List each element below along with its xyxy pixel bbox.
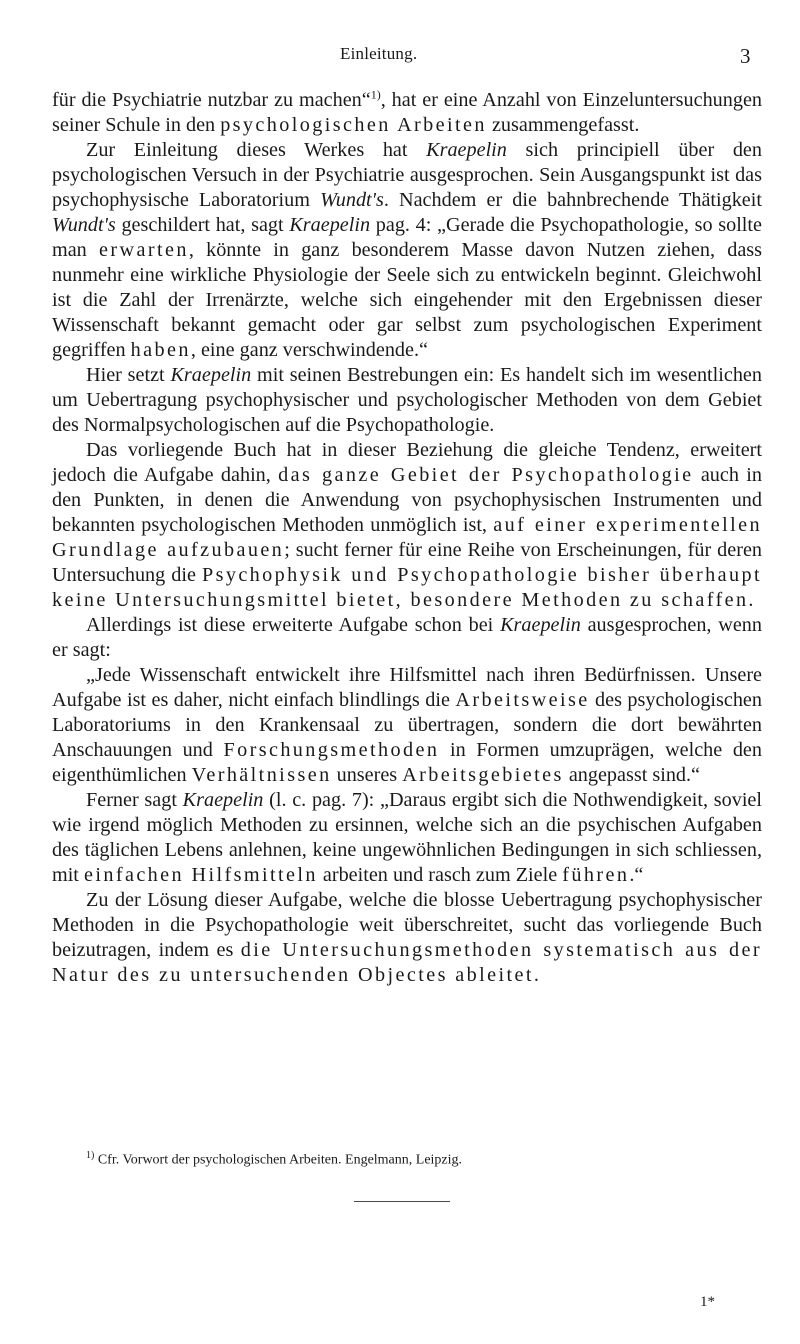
- text-run: auch in den Punkten, in denen die Anwendung von psychophysischen Instrumenten und bekannten psychologischen Methoden unmöglich ist,: [52, 464, 762, 536]
- paragraph-7: [52, 788, 762, 888]
- text-run: angepasst sind.“: [563, 764, 701, 786]
- text-run: arbeiten und rasch zum Ziele: [317, 864, 563, 886]
- text-run: , könnte in ganz besonderem Masse davon Nutzen ziehen, dass nunmehr eine wirkliche Physiologie der Seele sich zu entwickeln beginnt. Gleichwohl ist die Zahl der Irrenärzte, welche sich eingehender mit den Ergebnissen dieser Wissenschaft bekannt gemacht oder gar selbst zum psychologischen Experiment gegriffen: [52, 239, 762, 361]
- text-run: geschildert hat, sagt: [115, 214, 290, 236]
- text-run: .: [533, 964, 539, 986]
- emphasis-spaced: auf einer experimentellen Grundlage aufzubauen: [52, 514, 762, 561]
- text-run: Das vorliegende Buch hat in dieser Beziehung die gleiche Tendenz, erweitert jedoch die Aufgabe dahin,: [52, 439, 762, 486]
- section-divider: [354, 1201, 450, 1202]
- emphasis-spaced: einfachen Hilfsmitteln: [83, 864, 318, 886]
- author-name: Kraepelin: [500, 614, 581, 636]
- author-name: Wundt's: [52, 214, 116, 236]
- paragraph-4: [52, 438, 762, 613]
- paragraph-8: [52, 888, 762, 988]
- text-run: „Jede Wissenschaft entwickelt ihre Hilfsmittel nach ihren Bedürfnissen. Unsere Aufgabe ist es daher, nicht einfach blindlings die: [52, 664, 762, 711]
- text-run: sich principiell über den psychologischen Versuch in der Psychiatrie ausgesprochen. Sein Ausgangspunkt ist das psychophysische Laboratorium: [52, 139, 762, 211]
- emphasis-spaced: Arbeitsgebietes: [402, 764, 564, 786]
- author-name: Kraepelin: [289, 214, 371, 236]
- running-head: Einleitung.: [340, 44, 418, 63]
- emphasis-spaced: die Untersuchungsmethoden systematisch aus der Natur des zu untersuchenden Objectes ableitet: [52, 939, 762, 986]
- footnote: [86, 1150, 462, 1169]
- text-run: unseres: [331, 764, 403, 786]
- text-run: Zur Einleitung dieses Werkes hat: [86, 139, 427, 161]
- footnote-text: Cfr. Vorwort der psychologischen Arbeiten. Engelmann, Leipzig.: [94, 1152, 463, 1168]
- emphasis-spaced: psychologischen Arbeiten: [220, 114, 487, 136]
- emphasis-spaced: Psychophysik und Psychopathologie bisher überhaupt keine Untersuchungsmittel bietet, besondere Methoden zu schaffen.: [52, 564, 762, 611]
- text-run: Allerdings ist diese erweiterte Aufgabe schon bei: [86, 614, 501, 636]
- text-run: ; sucht ferner für eine Reihe von Erscheinungen, für deren Untersuchung die: [52, 539, 762, 586]
- text-run: Zu der Lösung dieser Aufgabe, welche die blosse Uebertragung psychophysischer Methoden in die Psychopathologie weit überschreitet, sucht das vorliegende Buch beizutragen, indem es: [52, 889, 762, 961]
- footnote-reference: 1): [370, 87, 381, 102]
- paragraph-1: [52, 88, 762, 138]
- author-name: Kraepelin: [426, 139, 507, 161]
- page-number: 3: [740, 44, 751, 68]
- text-run: , eine ganz verschwindende.“: [190, 339, 428, 361]
- text-run: pag. 4: „Gerade die Psychopathologie, so sollte man: [52, 214, 762, 261]
- text-run: ausgesprochen, wenn er sagt:: [52, 614, 762, 661]
- footnote-mark: 1): [86, 1150, 95, 1161]
- text-run: Ferner sagt: [86, 789, 183, 811]
- text-run: , hat er eine Anzahl von Einzeluntersuchungen seiner Schule in den: [52, 89, 762, 136]
- emphasis-spaced: Verhältnissen: [191, 764, 332, 786]
- signature-mark: 1*: [700, 1294, 715, 1310]
- paragraph-3: [52, 363, 762, 438]
- text-run: in Formen umzuprägen, welche den eigenthümlichen: [52, 739, 762, 786]
- text-run: für die Psychiatrie nutzbar zu machen“: [52, 89, 371, 111]
- body-text: [52, 88, 762, 988]
- text-run: . Nachdem er die bahnbrechende Thätigkeit: [383, 189, 762, 211]
- emphasis-spaced: Forschungsmethoden: [223, 739, 440, 761]
- emphasis-spaced: erwarten: [99, 239, 189, 261]
- text-run: mit seinen Bestrebungen ein: Es handelt sich im wesentlichen um Uebertragung psychophysischer und psychologischer Methoden von dem Gebiet des Normalpsychologischen auf die Psychopathologie.: [52, 364, 762, 436]
- emphasis-spaced: das ganze Gebiet der Psychopathologie: [278, 464, 694, 486]
- text-run: Hier setzt: [86, 364, 171, 386]
- paragraph-5: [52, 613, 762, 663]
- text-run: .“: [629, 864, 644, 886]
- paragraph-2: [52, 138, 762, 363]
- author-name: Wundt's: [320, 189, 384, 211]
- emphasis-spaced: haben: [130, 339, 191, 361]
- text-run: (l. c. pag. 7): „Daraus ergibt sich die Nothwendigkeit, soviel wie irgend möglich Methoden zu ersinnen, welche sich an die psychischen Aufgaben des täglichen Lebens anlehnen, keine ungewöhnlichen Bedingungen in sich schliessen, mit: [52, 789, 762, 886]
- text-run: zusammengefasst.: [486, 114, 640, 136]
- text-run: des psychologischen Laboratoriums in den Krankensaal zu übertragen, sondern die dort bewährten Anschauungen und: [52, 689, 762, 761]
- author-name: Kraepelin: [182, 789, 264, 811]
- paragraph-6: [52, 663, 762, 788]
- emphasis-spaced: führen: [562, 864, 630, 886]
- author-name: Kraepelin: [170, 364, 252, 386]
- emphasis-spaced: Arbeitsweise: [455, 689, 590, 711]
